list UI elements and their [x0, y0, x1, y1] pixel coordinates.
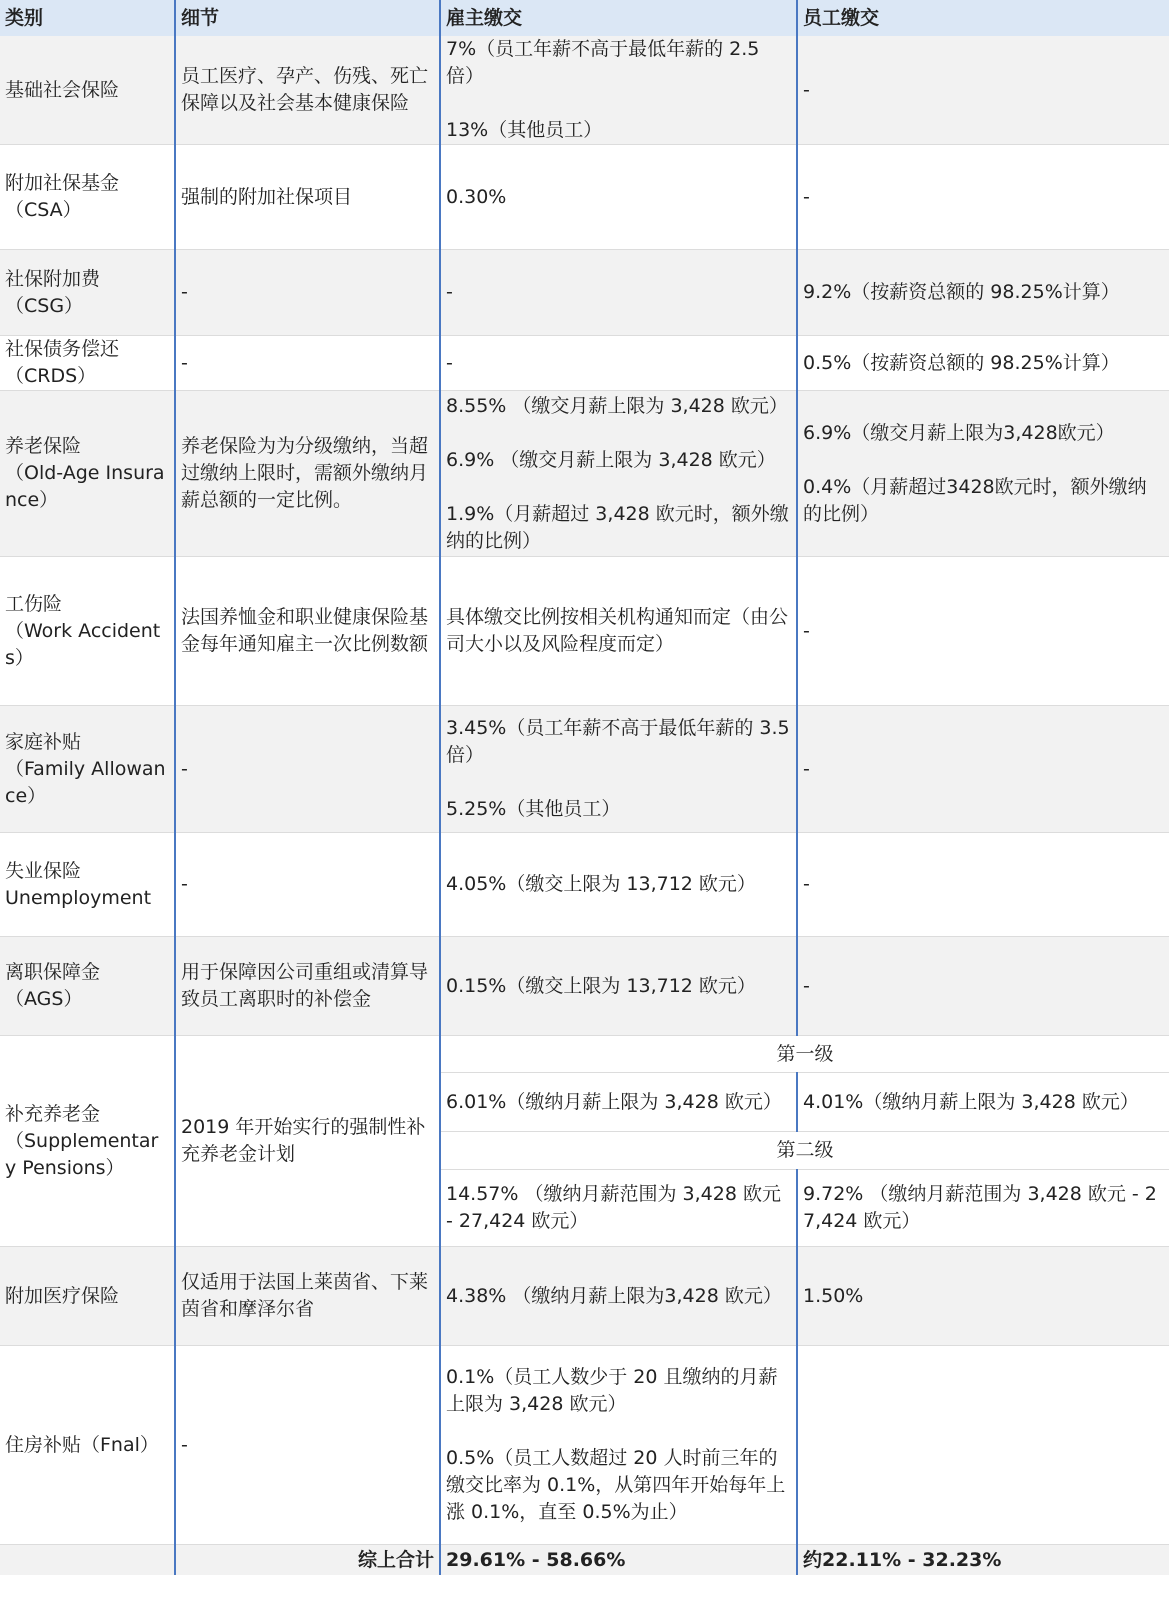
level-2-label: 第二级	[440, 1132, 1169, 1169]
employer-line: 具体缴交比例按相关机构通知而定（由公司大小以及风险程度而定）	[446, 606, 789, 655]
category-line: 社保附加费	[5, 267, 101, 290]
detail-line: -	[181, 1433, 188, 1456]
employee-cell	[797, 336, 1169, 391]
detail-line: -	[181, 351, 188, 374]
category-line: （Supplementary Pensions）	[5, 1129, 159, 1179]
table-row	[0, 937, 1169, 1036]
employer-cell	[440, 937, 797, 1036]
employee-line: -	[803, 619, 810, 642]
table-row	[0, 706, 1169, 833]
employee-line: 6.9%（缴交月薪上限为3,428欧元）	[803, 421, 1115, 444]
detail-line: 养老保险为为分级缴纳，当超过缴纳上限时，需额外缴纳月薪总额的一定比例。	[181, 435, 429, 511]
detail-cell	[175, 706, 440, 833]
category-line: （Work Accidents）	[5, 619, 161, 669]
category-line: 补充养老金	[5, 1102, 101, 1125]
table-row	[0, 557, 1169, 706]
category-cell	[0, 36, 175, 145]
employer-line: 0.30%	[446, 185, 507, 208]
employee-cell	[797, 937, 1169, 1036]
detail-cell	[175, 336, 440, 391]
category-line: 附加社保基金	[5, 172, 120, 194]
category-line: （Old-Age Insurance）	[5, 462, 165, 511]
detail-cell	[175, 1247, 440, 1346]
employee-line: 1.50%	[803, 1284, 864, 1307]
employer-line: 5.25%（其他员工）	[446, 798, 621, 820]
detail-line: 仅适用于法国上莱茵省、下莱茵省和摩泽尔省	[181, 1271, 429, 1320]
employer-cell	[440, 250, 797, 336]
employee-line: -	[803, 873, 810, 895]
category-cell	[0, 250, 175, 336]
employer-line: -	[446, 351, 453, 374]
employer-line: 4.05%（缴交上限为 13,712 欧元）	[446, 873, 756, 895]
employer-cell	[440, 706, 797, 833]
employee-cell	[797, 706, 1169, 833]
detail-cell	[175, 36, 440, 145]
table-row	[0, 1247, 1169, 1346]
detail-cell	[175, 250, 440, 336]
employer-line: 13%（其他员工）	[446, 119, 603, 141]
employee-cell: 4.01%（缴纳月薪上限为 3,428 欧元）	[797, 1073, 1169, 1132]
category-line: （CSA）	[5, 199, 82, 221]
employer-cell	[440, 833, 797, 937]
total-row	[0, 1545, 1169, 1576]
employee-line: -	[803, 974, 810, 997]
table-row	[0, 1036, 1169, 1073]
category-line: 家庭补贴	[5, 730, 82, 753]
employee-cell	[797, 1247, 1169, 1346]
employer-line: 8.55% （缴交月薪上限为 3,428 欧元）	[446, 394, 788, 417]
detail-cell	[175, 1346, 440, 1545]
table-row	[0, 1346, 1169, 1545]
employee-cell	[797, 557, 1169, 706]
employer-line: 7%（员工年薪不高于最低年薪的 2.5 倍）	[446, 38, 760, 87]
category-cell	[0, 391, 175, 557]
employer-line: 3.45%（员工年薪不高于最低年薪的 3.5 倍）	[446, 717, 790, 766]
employee-cell	[797, 391, 1169, 557]
category-cell	[0, 336, 175, 391]
table-row	[0, 833, 1169, 937]
category-line: 离职保障金	[5, 961, 101, 983]
employer-line: 0.5%（员工人数超过 20 人时前三年的缴交比率为 0.1%，从第四年开始每年上涨 0.1%，直至 0.5%为止）	[446, 1447, 786, 1523]
category-cell	[0, 706, 175, 833]
employer-line	[446, 90, 791, 117]
category-line: 附加医疗保险	[5, 1284, 120, 1307]
employer-cell	[440, 1346, 797, 1545]
detail-cell	[175, 145, 440, 250]
category-cell	[0, 557, 175, 706]
total-employee: 约22.11% - 32.23%	[797, 1545, 1169, 1576]
category-line: （CSG）	[5, 294, 84, 317]
detail-cell	[175, 937, 440, 1036]
employee-cell	[797, 833, 1169, 937]
employee-line	[803, 1432, 1164, 1459]
category-line: Unemployment	[5, 886, 152, 909]
total-employer: 29.61% - 58.66%	[440, 1545, 797, 1576]
employee-line: 0.4%（月薪超过3428欧元时，额外缴纳的比例）	[803, 475, 1147, 525]
table-row	[0, 145, 1169, 250]
category-cell	[0, 937, 175, 1036]
detail-cell	[175, 391, 440, 557]
category-cell	[0, 1036, 175, 1247]
employer-line	[446, 420, 791, 447]
employer-cell	[440, 1247, 797, 1346]
table-row	[0, 36, 1169, 145]
category-cell	[0, 1346, 175, 1545]
employee-line: -	[803, 185, 810, 208]
employee-line: -	[803, 78, 810, 101]
employee-line: 9.2%（按薪资总额的 98.25%计算）	[803, 281, 1120, 303]
header-detail: 细节	[175, 0, 440, 36]
employee-cell: 9.72% （缴纳月薪范围为 3,428 欧元 - 27,424 欧元）	[797, 1169, 1169, 1246]
category-cell	[0, 145, 175, 250]
header-category: 类别	[0, 0, 175, 36]
category-line: 住房补贴（Fnal）	[5, 1433, 159, 1456]
detail-line: -	[181, 757, 188, 780]
employee-line	[803, 447, 1164, 474]
employer-cell: 6.01%（缴纳月薪上限为 3,428 欧元）	[440, 1073, 797, 1132]
detail-line: 法国养恤金和职业健康保险基金每年通知雇主一次比例数额	[181, 606, 429, 655]
category-line: （CRDS）	[5, 365, 97, 387]
category-cell	[0, 833, 175, 937]
employee-line: -	[803, 757, 810, 780]
employer-cell	[440, 557, 797, 706]
header-row	[0, 0, 1169, 36]
category-line: 基础社会保险	[5, 78, 120, 101]
category-line: 养老保险	[5, 435, 82, 457]
employer-line: -	[446, 281, 453, 303]
employee-line: 0.5%（按薪资总额的 98.25%计算）	[803, 351, 1120, 374]
category-line: 社保债务偿还	[5, 338, 120, 360]
employee-cell	[797, 250, 1169, 336]
employer-cell	[440, 391, 797, 557]
employer-line	[446, 1418, 791, 1445]
detail-line: -	[181, 281, 188, 303]
detail-line: -	[181, 873, 188, 895]
employer-cell	[440, 145, 797, 250]
employer-cell	[440, 336, 797, 391]
level-1-label: 第一级	[440, 1036, 1169, 1073]
category-line: 工伤险	[5, 592, 63, 615]
category-line: （AGS）	[5, 988, 83, 1010]
employer-cell	[440, 36, 797, 145]
category-line: （Family Allowance）	[5, 757, 166, 807]
header-employer: 雇主缴交	[440, 0, 797, 36]
detail-line: 强制的附加社保项目	[181, 185, 353, 208]
detail-cell: 2019 年开始实行的强制性补充养老金计划	[175, 1036, 440, 1247]
employer-line	[446, 474, 791, 501]
detail-cell	[175, 557, 440, 706]
detail-cell	[175, 833, 440, 937]
category-cell	[0, 1247, 175, 1346]
employer-line: 1.9%（月薪超过 3,428 欧元时，额外缴纳的比例）	[446, 502, 789, 552]
table-row	[0, 250, 1169, 336]
total-label: 综上合计	[175, 1545, 440, 1576]
employee-cell	[797, 1346, 1169, 1545]
detail-line: 用于保障因公司重组或清算导致员工离职时的补偿金	[181, 961, 429, 1010]
employer-cell: 14.57% （缴纳月薪范围为 3,428 欧元 - 27,424 欧元）	[440, 1169, 797, 1246]
employer-line: 0.1%（员工人数少于 20 且缴纳的月薪上限为 3,428 欧元）	[446, 1366, 778, 1415]
table-row	[0, 391, 1169, 557]
employer-line	[446, 769, 791, 796]
employer-line: 0.15%（缴交上限为 13,712 欧元）	[446, 974, 756, 997]
table-row	[0, 336, 1169, 391]
category-line: 失业保险	[5, 859, 82, 882]
header-employee: 员工缴交	[797, 0, 1169, 36]
employee-cell	[797, 145, 1169, 250]
employer-line: 4.38% （缴纳月薪上限为3,428 欧元）	[446, 1284, 782, 1307]
detail-line: 员工医疗、孕产、伤残、死亡保障以及社会基本健康保险	[181, 65, 429, 114]
employee-cell	[797, 36, 1169, 145]
employer-line: 6.9% （缴交月薪上限为 3,428 欧元）	[446, 448, 776, 471]
